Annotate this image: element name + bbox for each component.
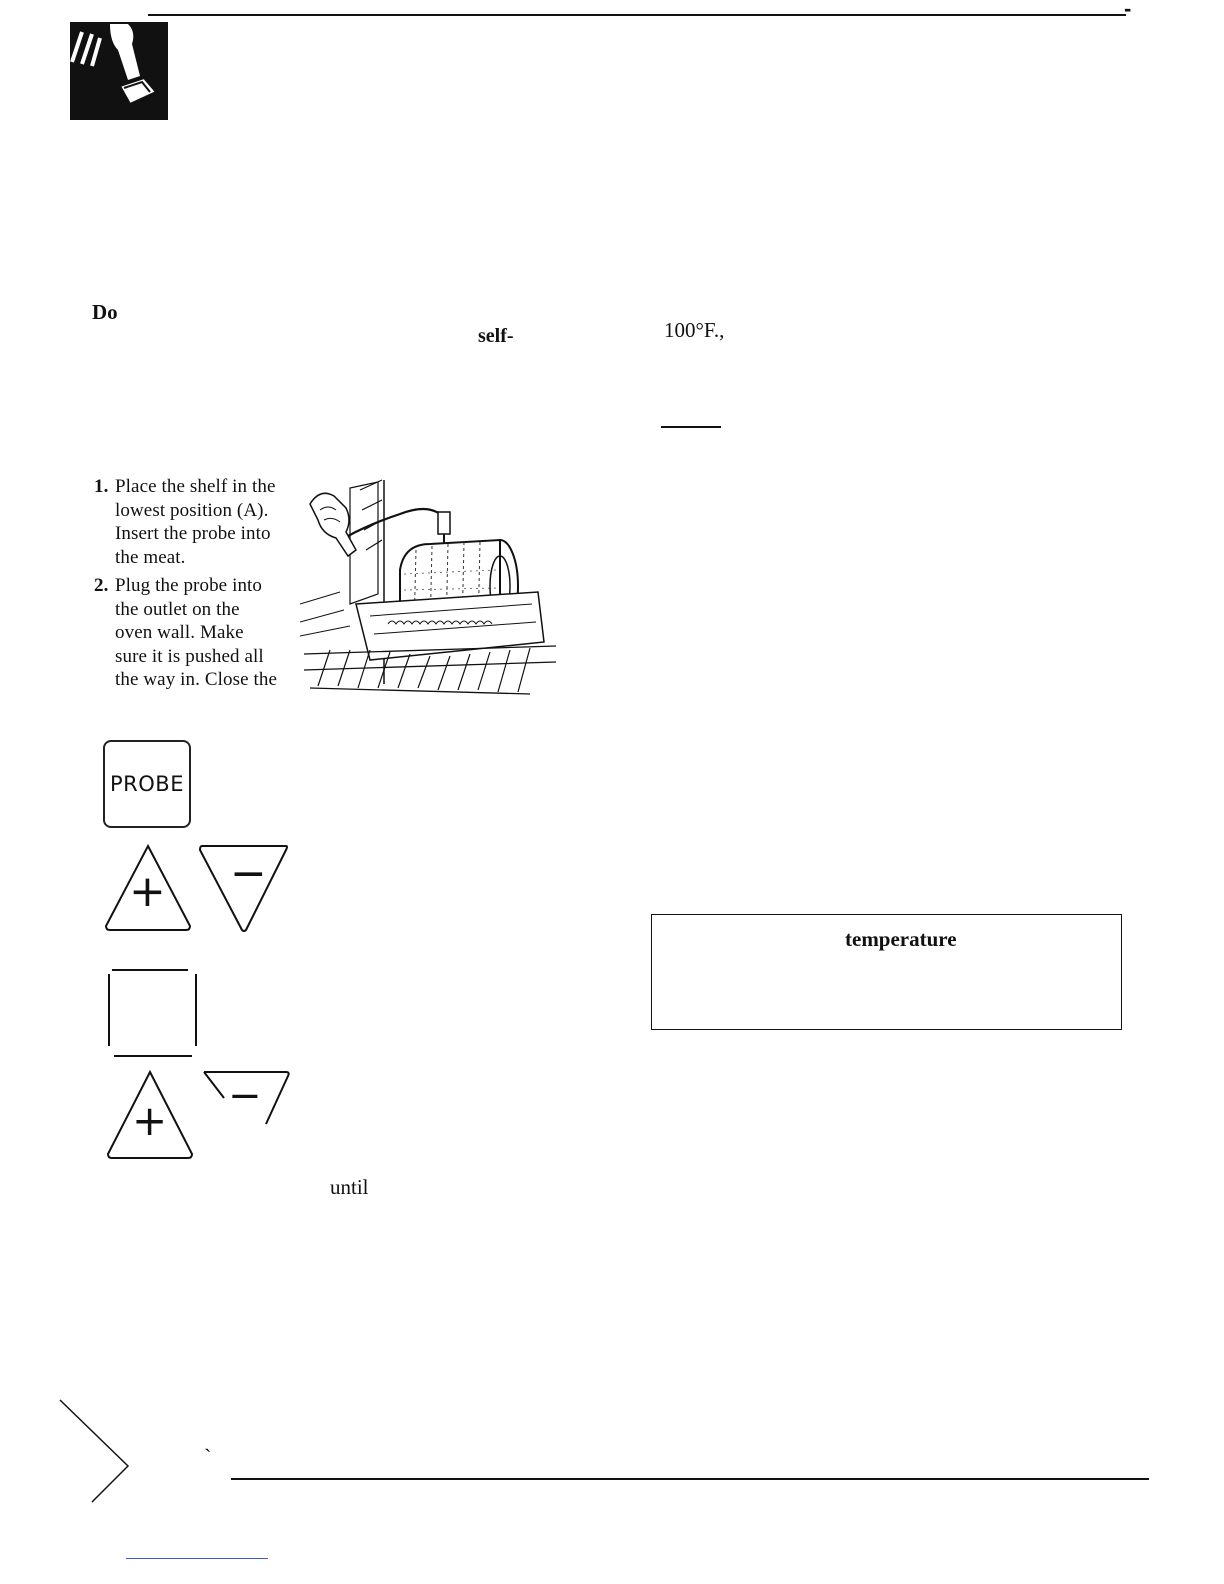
- oven-probe-illustration: [300, 474, 558, 696]
- minus-icon: −: [228, 1073, 262, 1119]
- short-rule: [661, 426, 721, 428]
- step-line: the meat.: [115, 546, 186, 568]
- do-label: Do: [92, 300, 118, 324]
- decrease-pad-upper[interactable]: [198, 842, 290, 932]
- note-box-heading: temperature: [845, 927, 957, 951]
- step-number: 2.: [94, 575, 109, 596]
- display-key-bottom: [114, 1055, 192, 1057]
- step-line: Place the shelf in the: [115, 476, 276, 497]
- finger-press-icon: [70, 22, 168, 120]
- decrease-pad-lower[interactable]: [200, 1068, 292, 1128]
- step-number: 1.: [94, 476, 109, 497]
- increase-pad-lower[interactable]: [104, 1068, 196, 1160]
- increase-pad-upper[interactable]: [102, 842, 194, 932]
- step-line: oven wall. Make: [115, 622, 244, 643]
- display-key-right: [195, 974, 197, 1046]
- step-2: [94, 574, 309, 692]
- backtick-mark: `: [204, 1444, 212, 1469]
- corner-chevron-mark: [56, 1396, 146, 1506]
- self-label: self-: [478, 325, 514, 347]
- step-1: [94, 475, 309, 569]
- display-key-top: [112, 969, 188, 971]
- step-line: Insert the probe into: [115, 523, 271, 544]
- plus-icon: +: [132, 1096, 168, 1145]
- step-line: Plug the probe into: [115, 575, 263, 596]
- bottom-rule: [231, 1478, 1149, 1480]
- top-dash-mark: -: [1124, 0, 1132, 21]
- step-line: the way in. Close the: [115, 669, 277, 690]
- top-rule: [148, 14, 1126, 16]
- step-line: sure it is pushed all: [115, 645, 264, 667]
- minus-icon: −: [230, 848, 267, 899]
- probe-key[interactable]: [103, 740, 191, 828]
- probe-key-label: PROBE: [110, 772, 184, 796]
- step-line: the outlet on the: [115, 598, 240, 620]
- note-box: [651, 914, 1122, 1030]
- plus-icon: +: [129, 866, 166, 917]
- display-key-left: [108, 974, 110, 1046]
- step-line: lowest position (A).: [115, 499, 269, 521]
- until-label: until: [330, 1175, 369, 1199]
- bottom-link-underline: [126, 1558, 268, 1559]
- temperature-value: 100°F.,: [664, 318, 725, 342]
